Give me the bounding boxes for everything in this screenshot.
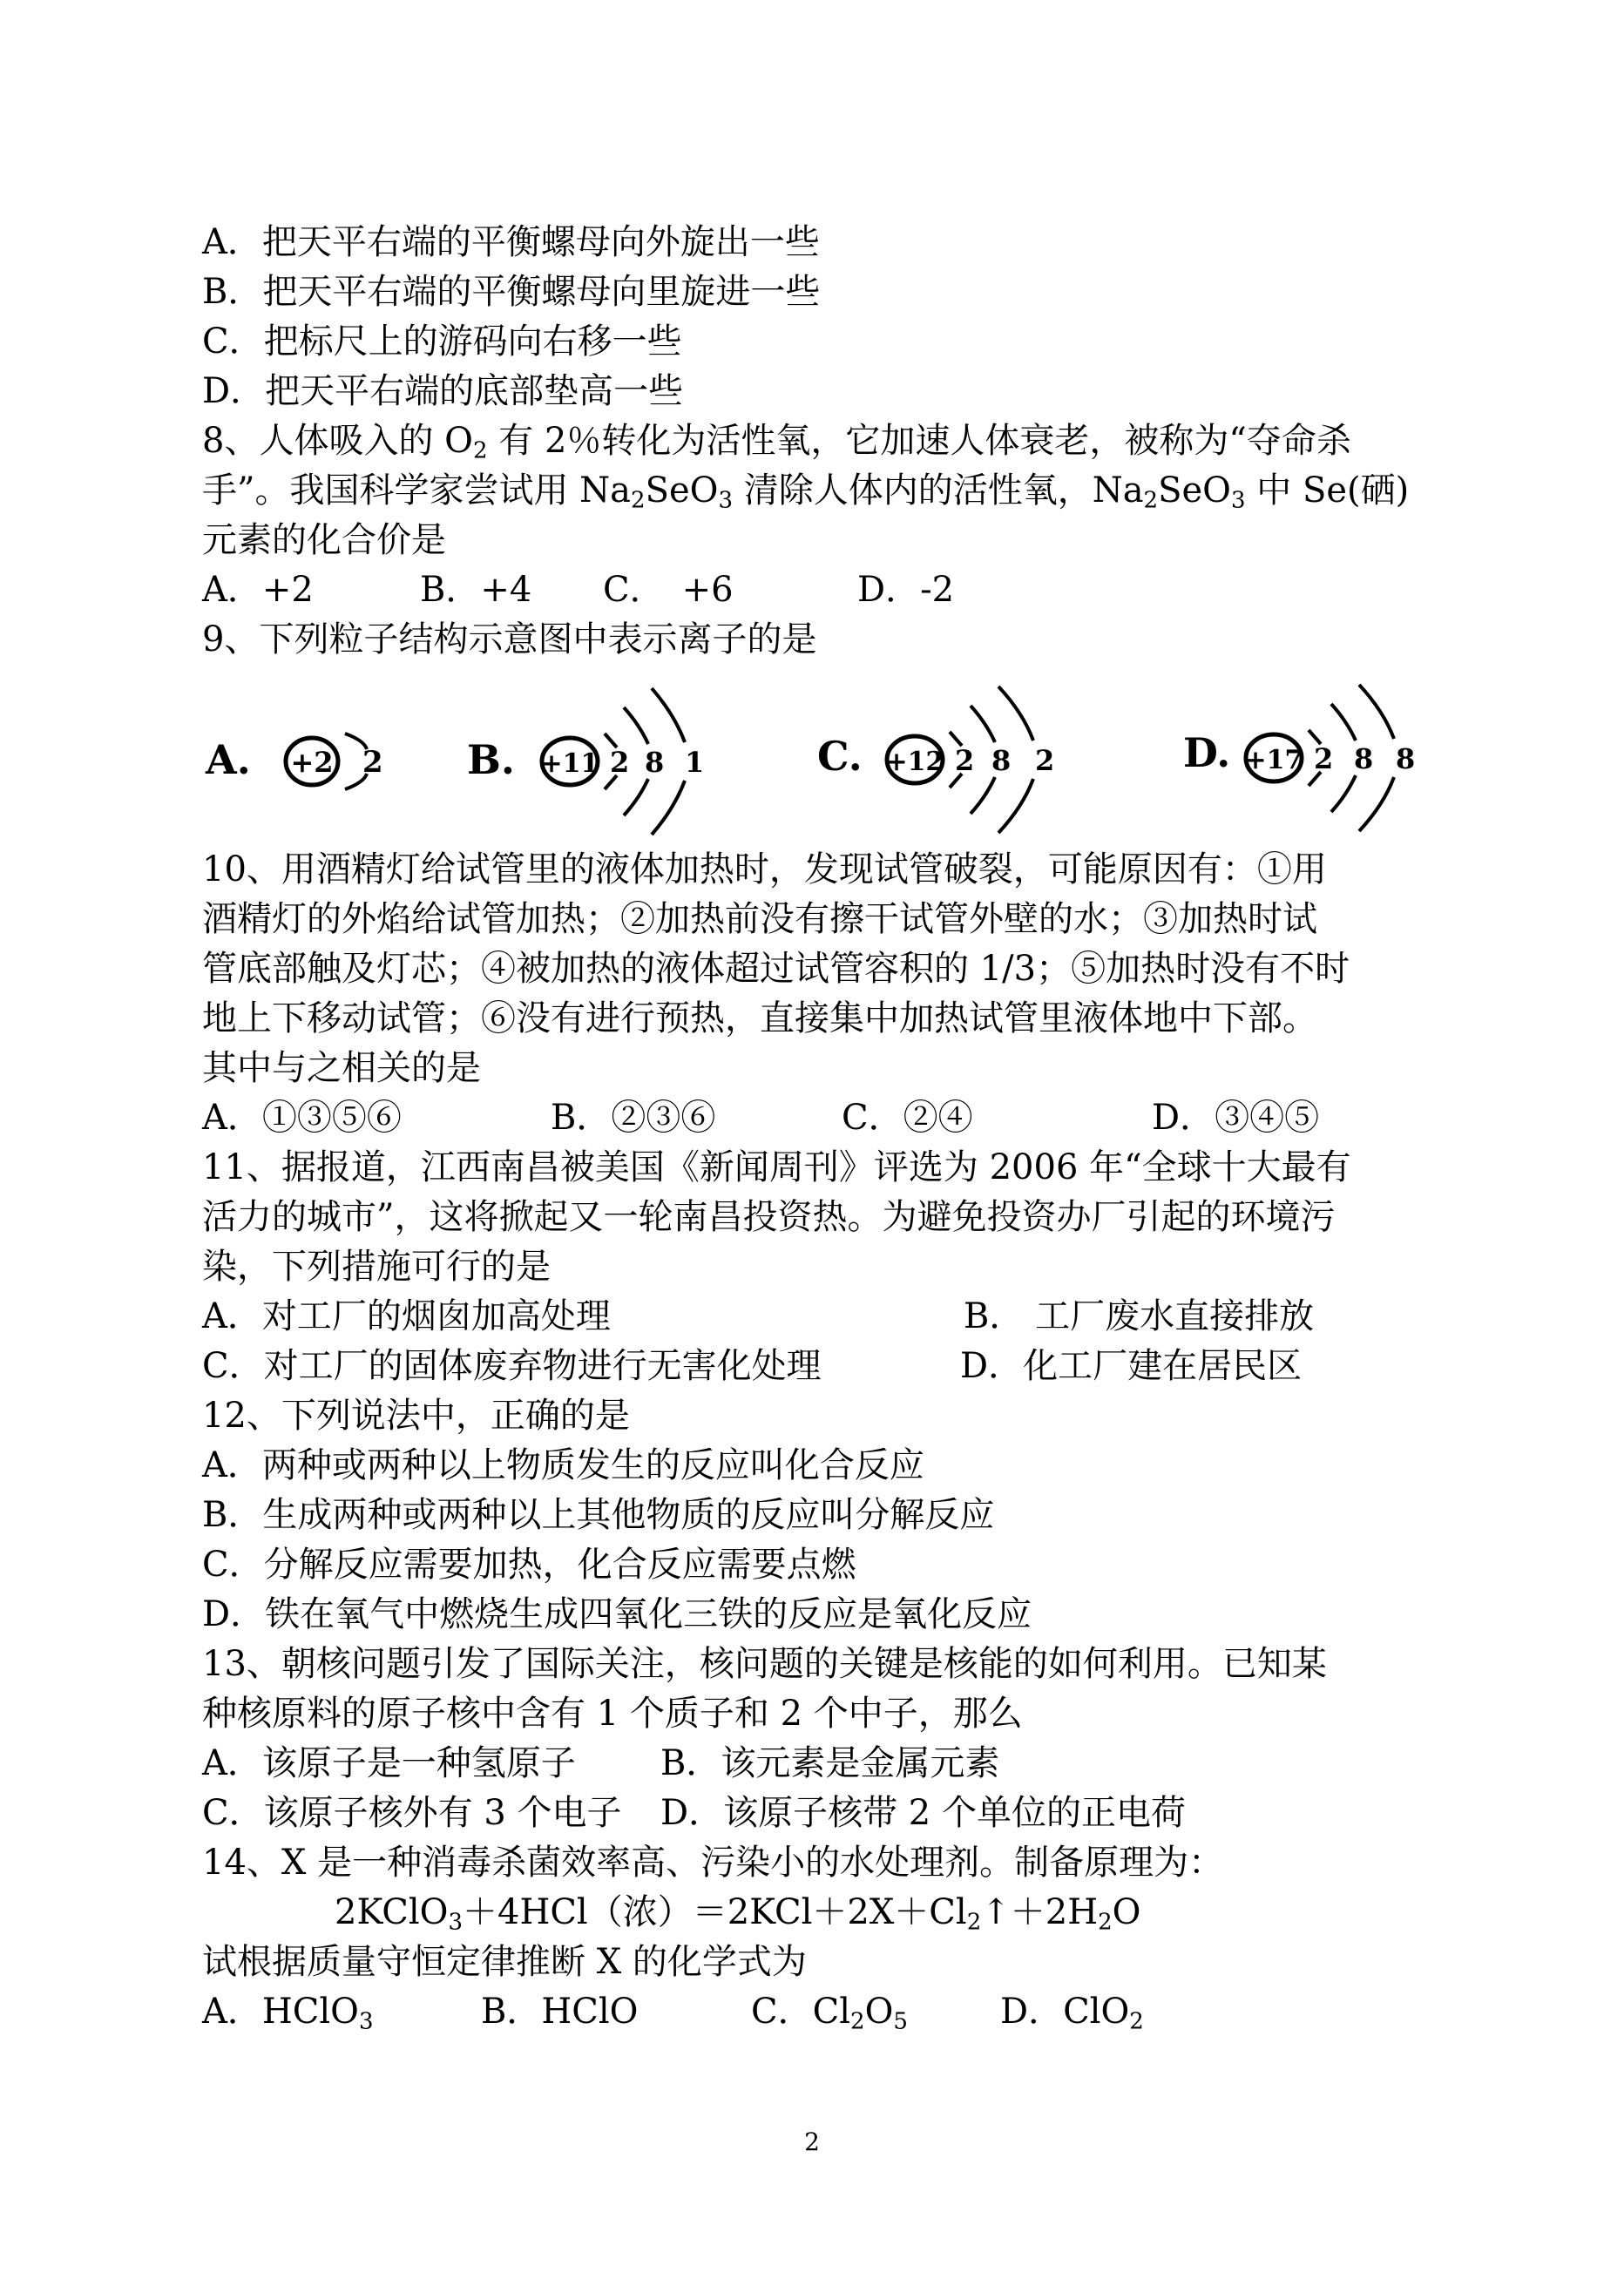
q9-stem: 9、下列粒子结构示意图中表示离子的是	[202, 619, 817, 659]
q11-option-c: C．对工厂的固体废弃物进行无害化处理	[202, 1346, 822, 1386]
atom-d-nucleus-charge: +17	[1244, 745, 1303, 775]
atom-d-shell-2-arc-bottom	[1331, 775, 1356, 812]
atom-d-shell-3-count: 8	[1396, 742, 1416, 775]
atom-d-shell-1-count: 2	[1314, 742, 1334, 775]
q10-stem-line-5: 其中与之相关的是	[202, 1048, 481, 1088]
q12-option-d: D．铁在氧气中燃烧生成四氧化三铁的反应是氧化反应	[202, 1594, 1032, 1634]
atom-b-shell-2-count: 8	[645, 746, 665, 779]
q10-options	[202, 1093, 1319, 1142]
q14-stem: 14、X 是一种消毒杀菌效率高、污染小的水处理剂。制备原理为：	[202, 1843, 1224, 1883]
atom-diagram-a	[206, 680, 397, 836]
atom-d-shell-3-arc-bottom	[1359, 777, 1394, 831]
atom-c-shell-1-count: 2	[955, 744, 975, 777]
atom-a-nucleus-charge: +2	[290, 746, 334, 779]
q14-option-a: A．HClO$_3$	[202, 1992, 374, 2035]
q14-stem-line-3: 试根据质量守恒定律推断 X 的化学式为	[202, 1942, 807, 1982]
atom-diagram-b	[467, 680, 720, 836]
q7-option-d: D．把天平右端的底部垫高一些	[202, 371, 684, 411]
q8-stem-line-3: 元素的化合价是	[202, 520, 446, 560]
atom-d-shell-2-arc-top	[1331, 704, 1356, 741]
q11-stem-line-2: 活力的城市”，这将掀起又一轮南昌投资热。为避免投资办厂引起的环境污	[202, 1197, 1336, 1237]
q13-option-d: D．该原子核带 2 个单位的正电荷	[660, 1793, 1186, 1833]
atom-b-shell-1-count: 2	[610, 746, 630, 779]
q13-stem-line-2: 种核原料的原子核中含有 1 个质子和 2 个中子，那么	[202, 1694, 1023, 1734]
atom-b-shell-2-arc-bottom	[624, 779, 648, 815]
atom-b-shell-3-arc-top	[652, 688, 685, 742]
q11-option-b: B． 工厂废水直接排放	[964, 1296, 1315, 1336]
q7-option-b: B．把天平右端的平衡螺母向里旋进一些	[202, 272, 821, 312]
atom-c-nucleus-charge: +12	[885, 747, 944, 777]
atom-diagram-d	[1183, 680, 1436, 836]
q8-stem-line-2: 手”。我国科学家尝试用 $Na_2SeO_3$ 清除人体内的活性氧，$Na_2SeO_3$ 中 Se(硒)	[202, 470, 1410, 514]
q8-option-a: A．+2	[202, 570, 314, 610]
atom-d-shell-2-count: 8	[1354, 742, 1374, 775]
atom-diagram-c	[817, 680, 1070, 836]
atom-c-shell-2-arc-top	[971, 706, 995, 742]
q8-stem-line-1: 8、人体吸入的 $O_2$ 有 2％转化为活性氧，它加速人体衰老，被称为“夺命杀	[202, 421, 1351, 464]
q12-option-c: C．分解反应需要加热，化合反应需要点燃	[202, 1545, 856, 1585]
q12-option-b: B．生成两种或两种以上其他物质的反应叫分解反应	[202, 1495, 995, 1535]
atom-d-label: D.	[1183, 729, 1231, 776]
q13-option-c: C．该原子核外有 3 个电子	[202, 1793, 622, 1833]
atom-d-shell-3-arc-top	[1359, 685, 1394, 739]
q8-option-b: B．+4	[420, 570, 532, 610]
q10-option-b: B．②③⑥	[551, 1098, 716, 1138]
q14-equation: 2KClO$_3$＋4HCl（浓）$=2KCl+2X+Cl_2↑+2H_2O$	[335, 1892, 1141, 1936]
q10-stem-line-2: 酒精灯的外焰给试管加热；②加热前没有擦干试管外壁的水；③加热时试	[202, 899, 1317, 939]
q13-options-row-2	[202, 1789, 1186, 1837]
q14-option-d: D．ClO$_2$	[1000, 1992, 1144, 2035]
atom-c-shell-2-arc-bottom	[971, 777, 995, 814]
q10-stem-line-3: 管底部触及灯芯；④被加热的液体超过试管容积的 1/3；⑤加热时没有不时	[202, 949, 1350, 989]
q14-option-c: C．$Cl_2O_5$	[751, 1992, 908, 2035]
q10-stem-line-4: 地上下移动试管；⑥没有进行预热，直接集中加热试管里液体地中下部。	[202, 998, 1317, 1038]
q14-option-b: B．HClO	[481, 1992, 639, 2032]
atom-a-label: A.	[206, 736, 251, 783]
q13-options-row-1	[202, 1739, 999, 1788]
q8-option-d: D．-2	[857, 570, 955, 610]
q14-options	[202, 1987, 1144, 2036]
atom-b-shell-3-count: 1	[685, 746, 705, 779]
q8-option-c: C． +6	[603, 570, 734, 610]
q10-option-c: C．②④	[842, 1098, 973, 1138]
atom-c-shell-2-count: 8	[991, 744, 1012, 777]
q7-option-c: C．把标尺上的游码向右移一些	[202, 321, 682, 362]
atom-c-label: C.	[817, 733, 863, 780]
atom-a-shell-1-count: 2	[362, 745, 383, 780]
atom-b-nucleus-charge: +11	[540, 748, 599, 779]
q11-stem-line-3: 染，下列措施可行的是	[202, 1247, 551, 1287]
q11-option-d: D．化工厂建在居民区	[960, 1346, 1303, 1386]
q8-options	[202, 565, 954, 614]
q7-option-a: A．把天平右端的平衡螺母向外旋出一些	[202, 222, 820, 262]
q11-stem-line-1: 11、据报道，江西南昌被美国《新闻周刊》评选为 2006 年“全球十大最有	[202, 1147, 1351, 1187]
atom-b-label: B.	[467, 736, 515, 783]
q13-stem-line-1: 13、朝核问题引发了国际关注，核问题的关键是核能的如何利用。已知某	[202, 1644, 1327, 1684]
q11-options-row-2	[202, 1342, 1302, 1390]
atom-b-shell-3-arc-bottom	[652, 781, 685, 835]
q12-stem: 12、下列说法中，正确的是	[202, 1396, 630, 1436]
q12-option-a: A．两种或两种以上物质发生的反应叫化合反应	[202, 1445, 924, 1485]
q13-option-a: A．该原子是一种氢原子	[202, 1743, 576, 1783]
q13-option-b: B．该元素是金属元素	[660, 1743, 1000, 1783]
q11-option-a: A．对工厂的烟囱加高处理	[202, 1296, 611, 1336]
page-number: 2	[804, 2127, 820, 2156]
atom-c-shell-3-arc-bottom	[998, 779, 1033, 833]
q10-option-d: D．③④⑤	[1152, 1098, 1320, 1138]
q10-stem-line-1: 10、用酒精灯给试管里的液体加热时，发现试管破裂，可能原因有：①用	[202, 849, 1327, 889]
atom-c-shell-3-arc-top	[998, 687, 1033, 741]
q10-option-a: A．①③⑤⑥	[202, 1098, 402, 1138]
q11-options-row-1	[202, 1292, 1314, 1341]
atom-c-shell-3-count: 2	[1035, 744, 1055, 777]
atom-b-shell-2-arc-top	[624, 707, 648, 744]
